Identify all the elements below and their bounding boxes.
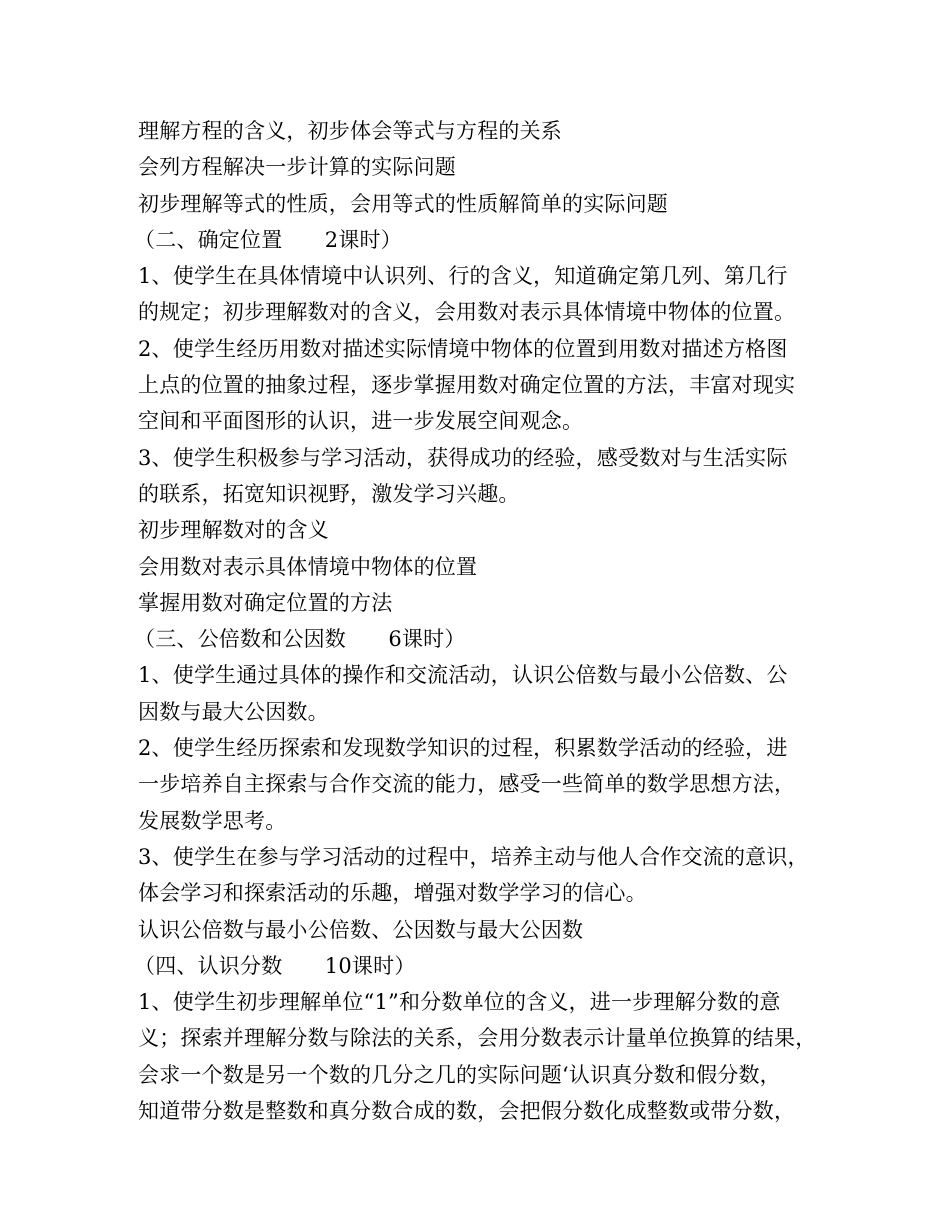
text-line: 的联系，拓宽知识视野，激发学习兴趣。 (138, 481, 520, 506)
text-line: 会用数对表示具体情境中物体的位置 (138, 554, 478, 579)
text-line: 掌握用数对确定位置的方法 (138, 590, 393, 615)
text-line: 上点的位置的抽象过程，逐步掌握用数对确定位置的方法，丰富对现实 (138, 373, 796, 398)
text-line: 3、使学生在参与学习活动的过程中，培养主动与他人合作交流的意识， (138, 844, 809, 869)
section-heading: （四、认识分数 10课时） (134, 953, 416, 978)
text-line: 2、使学生经历探索和发现数学知识的过程，积累数学活动的经验，进 (138, 736, 788, 761)
text-line: 空间和平面图形的认识，进一步发展空间观念。 (138, 409, 584, 434)
text-line: 义；探索并理解分数与除法的关系，会用分数表示计量单位换算的结果， (138, 1026, 817, 1051)
text-line: 1、使学生通过具体的操作和交流活动，认识公倍数与最小公倍数、公 (138, 663, 788, 688)
text-line: 2、使学生经历用数对描述实际情境中物体的位置到用数对描述方格图 (138, 336, 788, 361)
text-line: 3、使学生积极参与学习活动，获得成功的经验，感受数对与生活实际 (138, 445, 788, 470)
document-body (134, 113, 838, 1129)
text-line: 理解方程的含义，初步体会等式与方程的关系 (138, 119, 562, 143)
text-line: 的规定；初步理解数对的含义，会用数对表示具体情境中物体的位置。 (138, 300, 796, 325)
text-line: 初步理解等式的性质，会用等式的性质解简单的实际问题 (138, 191, 668, 216)
text-line: 一步培养自主探索与合作交流的能力，感受一些简单的数学思想方法， (138, 772, 796, 797)
text-line: 会列方程解决一步计算的实际问题 (138, 155, 456, 180)
text-line: 发展数学思考。 (138, 808, 287, 833)
text-line: 知道带分数是整数和真分数合成的数，会把假分数化成整数或带分数， (138, 1099, 796, 1124)
text-line: 1、使学生初步理解单位“1”和分数单位的含义，进一步理解分数的意 (138, 990, 781, 1015)
text-line: 因数与最大公因数。 (138, 699, 329, 724)
text-line: 1、使学生在具体情境中认识列、行的含义，知道确定第几列、第几行 (138, 264, 788, 289)
text-line: 认识公倍数与最小公倍数、公因数与最大公因数 (138, 917, 584, 942)
text-line: 会求一个数是另一个数的几分之几的实际问题‘认识真分数和假分数， (138, 1062, 781, 1087)
section-heading: （二、确定位置 2课时） (134, 227, 402, 252)
text-line: 初步理解数对的含义 (138, 518, 329, 543)
section-heading: （三、公倍数和公因数 6课时） (134, 627, 466, 652)
text-line: 体会学习和探索活动的乐趣，增强对数学学习的信心。 (138, 881, 647, 906)
